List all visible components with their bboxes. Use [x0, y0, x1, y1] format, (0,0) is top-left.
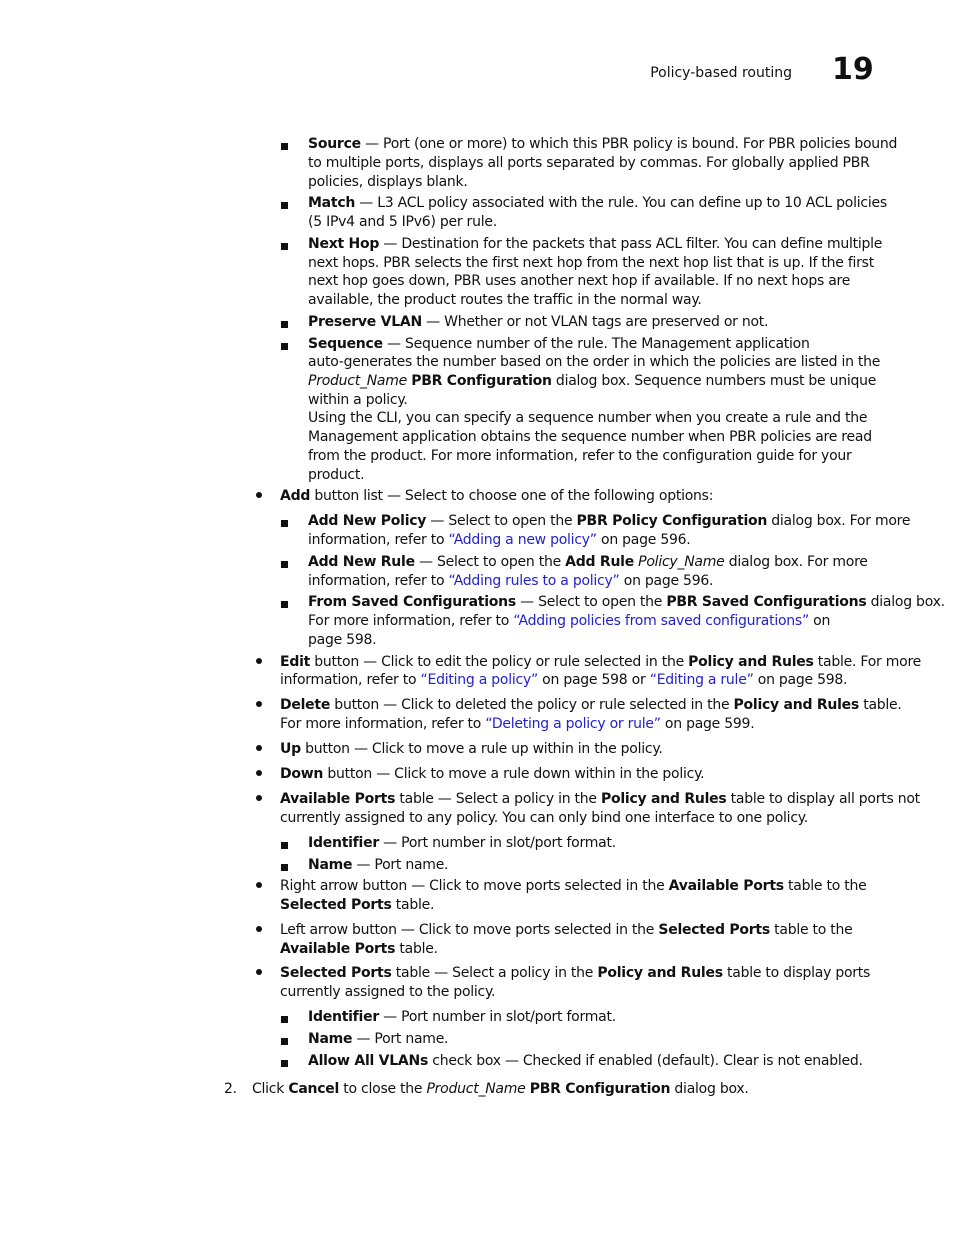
- text-line: [308, 1052, 863, 1071]
- text: — Select to open the: [426, 513, 577, 529]
- term: Name: [308, 1031, 353, 1047]
- link-deleting-policy[interactable]: “Deleting a policy or rule”: [485, 716, 661, 732]
- term: Match: [308, 195, 356, 211]
- term: Available Ports: [280, 941, 396, 957]
- text: on page 598 or: [537, 672, 650, 688]
- text: dialog box. Sequence numbers must be unique: [551, 373, 877, 389]
- text-line: available, the product routes the traffic in the normal way.: [308, 292, 702, 308]
- text-line: [308, 612, 830, 631]
- square-bullet-icon: [281, 243, 288, 250]
- text: on page 596.: [619, 573, 714, 589]
- square-bullet-icon: [281, 143, 288, 150]
- term: Policy and Rules: [688, 654, 814, 670]
- text-line: [308, 593, 945, 612]
- text-line: [308, 531, 691, 550]
- text: For more information, refer to: [280, 716, 486, 732]
- term: Edit: [280, 654, 311, 670]
- text-line: [280, 715, 754, 734]
- text-line: [280, 964, 870, 983]
- link-editing-rule[interactable]: “Editing a rule”: [649, 672, 754, 688]
- term: Sequence: [308, 336, 383, 352]
- bullet-icon: [256, 745, 262, 751]
- text-line: [280, 896, 434, 915]
- text: on: [808, 613, 831, 629]
- text: on page 596.: [596, 532, 691, 548]
- text-line: policies, displays blank.: [308, 174, 468, 190]
- text: button list — Select to choose one of the following options:: [310, 488, 714, 504]
- term: PBR Saved Configurations: [666, 594, 867, 610]
- term: Selected Ports: [280, 965, 392, 981]
- text-line: next hops. PBR selects the first next hop from the next hop list that is up. If the first: [308, 255, 874, 271]
- text-line: page 598.: [308, 632, 377, 648]
- link-adding-new-policy[interactable]: “Adding a new policy”: [448, 532, 597, 548]
- square-bullet-icon: [281, 321, 288, 328]
- term: Cancel: [288, 1081, 340, 1097]
- text: table.: [395, 941, 438, 957]
- text-line: from the product. For more information, refer to the configuration guide for your: [308, 448, 852, 464]
- bullet-icon: [256, 926, 262, 932]
- text-line: [308, 572, 713, 591]
- text-line: [308, 1008, 616, 1027]
- text-line: [308, 372, 876, 391]
- italic-text: Policy_Name: [638, 554, 725, 570]
- section-title: Policy-based routing: [650, 65, 792, 81]
- text: Right arrow button — Click to move ports selected in the: [280, 878, 669, 894]
- text: — Port number in slot/port format.: [378, 835, 616, 851]
- text: on page 598.: [753, 672, 848, 688]
- text-line: [308, 235, 882, 254]
- text-line: Management application obtains the sequence number when PBR policies are read: [308, 429, 872, 445]
- text-line: Using the CLI, you can specify a sequence number when you create a rule and the: [308, 410, 868, 426]
- text: dialog box.: [670, 1081, 749, 1097]
- term: Add: [280, 488, 311, 504]
- text-line: [308, 553, 868, 572]
- term: Add Rule: [565, 554, 634, 570]
- text-line: [280, 790, 920, 809]
- square-bullet-icon: [281, 202, 288, 209]
- text-line: [280, 921, 853, 940]
- term: PBR Configuration: [411, 373, 552, 389]
- term: Name: [308, 857, 353, 873]
- square-bullet-icon: [281, 343, 288, 350]
- text: button — Click to edit the policy or rule selected in the: [310, 654, 689, 670]
- text: on page 599.: [660, 716, 755, 732]
- text-line: next hop goes down, PBR uses another next hop if available. If no next hops are: [308, 273, 851, 289]
- text: dialog box.: [866, 594, 945, 610]
- term: Next Hop: [308, 236, 380, 252]
- text: — Port (one or more) to which this PBR policy is bound. For PBR policies bound: [360, 136, 898, 152]
- text-line: [308, 834, 616, 853]
- text-line: [280, 740, 663, 759]
- square-bullet-icon: [281, 520, 288, 527]
- text-line: product.: [308, 467, 365, 483]
- text: — Whether or not VLAN tags are preserved or not.: [421, 314, 769, 330]
- text: — Port name.: [352, 857, 449, 873]
- term: Delete: [280, 697, 331, 713]
- square-bullet-icon: [281, 1060, 288, 1067]
- link-adding-from-saved[interactable]: “Adding policies from saved configurations”: [513, 613, 809, 629]
- term: Available Ports: [280, 791, 396, 807]
- text: — Select to open the: [414, 554, 566, 570]
- text: table.: [859, 697, 902, 713]
- text: table to display all ports not: [726, 791, 920, 807]
- text: table — Select a policy in the: [395, 791, 601, 807]
- bullet-icon: [256, 701, 262, 707]
- term: PBR Configuration: [529, 1081, 671, 1097]
- text: information, refer to: [308, 532, 449, 548]
- text: button — Click to move a rule up within in the policy.: [300, 741, 663, 757]
- text-line: [308, 512, 910, 531]
- term: Policy and Rules: [600, 791, 727, 807]
- term: Selected Ports: [658, 922, 770, 938]
- term: PBR Policy Configuration: [576, 513, 768, 529]
- text: — L3 ACL policy associated with the rule. You can define up to 10 ACL policies: [355, 195, 887, 211]
- text: to close the: [339, 1081, 427, 1097]
- term: Up: [280, 741, 301, 757]
- text: — Port number in slot/port format.: [378, 1009, 616, 1025]
- term: Down: [280, 766, 324, 782]
- text: — Destination for the packets that pass ACL filter. You can define multiple: [379, 236, 883, 252]
- text-line: auto-generates the number based on the order in which the policies are listed in the: [308, 354, 881, 370]
- term: Identifier: [308, 1009, 379, 1025]
- bullet-icon: [256, 882, 262, 888]
- italic-text: Product_Name: [426, 1081, 526, 1097]
- text: — Sequence number of the rule. The Management application: [382, 336, 810, 352]
- text-line: [280, 696, 902, 715]
- text-line: [280, 765, 704, 784]
- bullet-icon: [256, 658, 262, 664]
- text-line: [308, 194, 887, 213]
- text-line: [280, 653, 921, 672]
- text-line: currently assigned to the policy.: [280, 984, 496, 1000]
- bullet-icon: [256, 969, 262, 975]
- text-line: [308, 313, 768, 332]
- term: From Saved Configurations: [308, 594, 516, 610]
- text-line: [308, 1030, 448, 1049]
- text: table to display ports: [722, 965, 871, 981]
- text: check box — Checked if enabled (default). Clear is not enabled.: [428, 1053, 863, 1069]
- text: table to the: [769, 922, 853, 938]
- link-editing-policy[interactable]: “Editing a policy”: [420, 672, 538, 688]
- text-line: [280, 877, 866, 896]
- italic-text: Product_Name: [308, 373, 408, 389]
- term: Source: [308, 136, 361, 152]
- text: dialog box. For more: [767, 513, 911, 529]
- text: Left arrow button — Click to move ports selected in the: [280, 922, 659, 938]
- link-adding-rules[interactable]: “Adding rules to a policy”: [448, 573, 620, 589]
- text-line: [280, 487, 713, 506]
- text-line: [308, 135, 897, 154]
- chapter-number: 19: [832, 52, 874, 87]
- text-line: [280, 940, 438, 959]
- term: Identifier: [308, 835, 379, 851]
- text-line: within a policy.: [308, 392, 408, 408]
- text: For more information, refer to: [308, 613, 514, 629]
- text: information, refer to: [308, 573, 449, 589]
- text-line: [280, 671, 847, 690]
- text-line: (5 IPv4 and 5 IPv6) per rule.: [308, 214, 497, 230]
- text-line: [308, 335, 810, 354]
- square-bullet-icon: [281, 601, 288, 608]
- term: Selected Ports: [280, 897, 392, 913]
- square-bullet-icon: [281, 561, 288, 568]
- text: table. For more: [813, 654, 922, 670]
- term: Add New Policy: [308, 513, 427, 529]
- bullet-icon: [256, 795, 262, 801]
- text-line: [308, 856, 448, 875]
- bullet-icon: [256, 770, 262, 776]
- text: information, refer to: [280, 672, 421, 688]
- square-bullet-icon: [281, 864, 288, 871]
- text: — Select to open the: [515, 594, 667, 610]
- text: table.: [391, 897, 435, 913]
- text: dialog box. For more: [724, 554, 868, 570]
- term: Available Ports: [668, 878, 784, 894]
- text: button — Click to move a rule down within in the policy.: [323, 766, 705, 782]
- text-line: [252, 1080, 749, 1099]
- text: — Port name.: [352, 1031, 449, 1047]
- text-line: to multiple ports, displays all ports separated by commas. For globally applied PBR: [308, 155, 870, 171]
- square-bullet-icon: [281, 1038, 288, 1045]
- text: table to the: [783, 878, 867, 894]
- text: Click: [252, 1081, 289, 1097]
- step-number: 2.: [224, 1081, 237, 1097]
- text: button — Click to deleted the policy or rule selected in the: [330, 697, 734, 713]
- term: Policy and Rules: [733, 697, 859, 713]
- term: Add New Rule: [308, 554, 415, 570]
- square-bullet-icon: [281, 1016, 288, 1023]
- text-line: currently assigned to any policy. You can only bind one interface to one policy.: [280, 810, 809, 826]
- text: table — Select a policy in the: [391, 965, 598, 981]
- bullet-icon: [256, 492, 262, 498]
- term: Allow All VLANs: [308, 1053, 429, 1069]
- square-bullet-icon: [281, 842, 288, 849]
- term: Policy and Rules: [597, 965, 723, 981]
- term: Preserve VLAN: [308, 314, 422, 330]
